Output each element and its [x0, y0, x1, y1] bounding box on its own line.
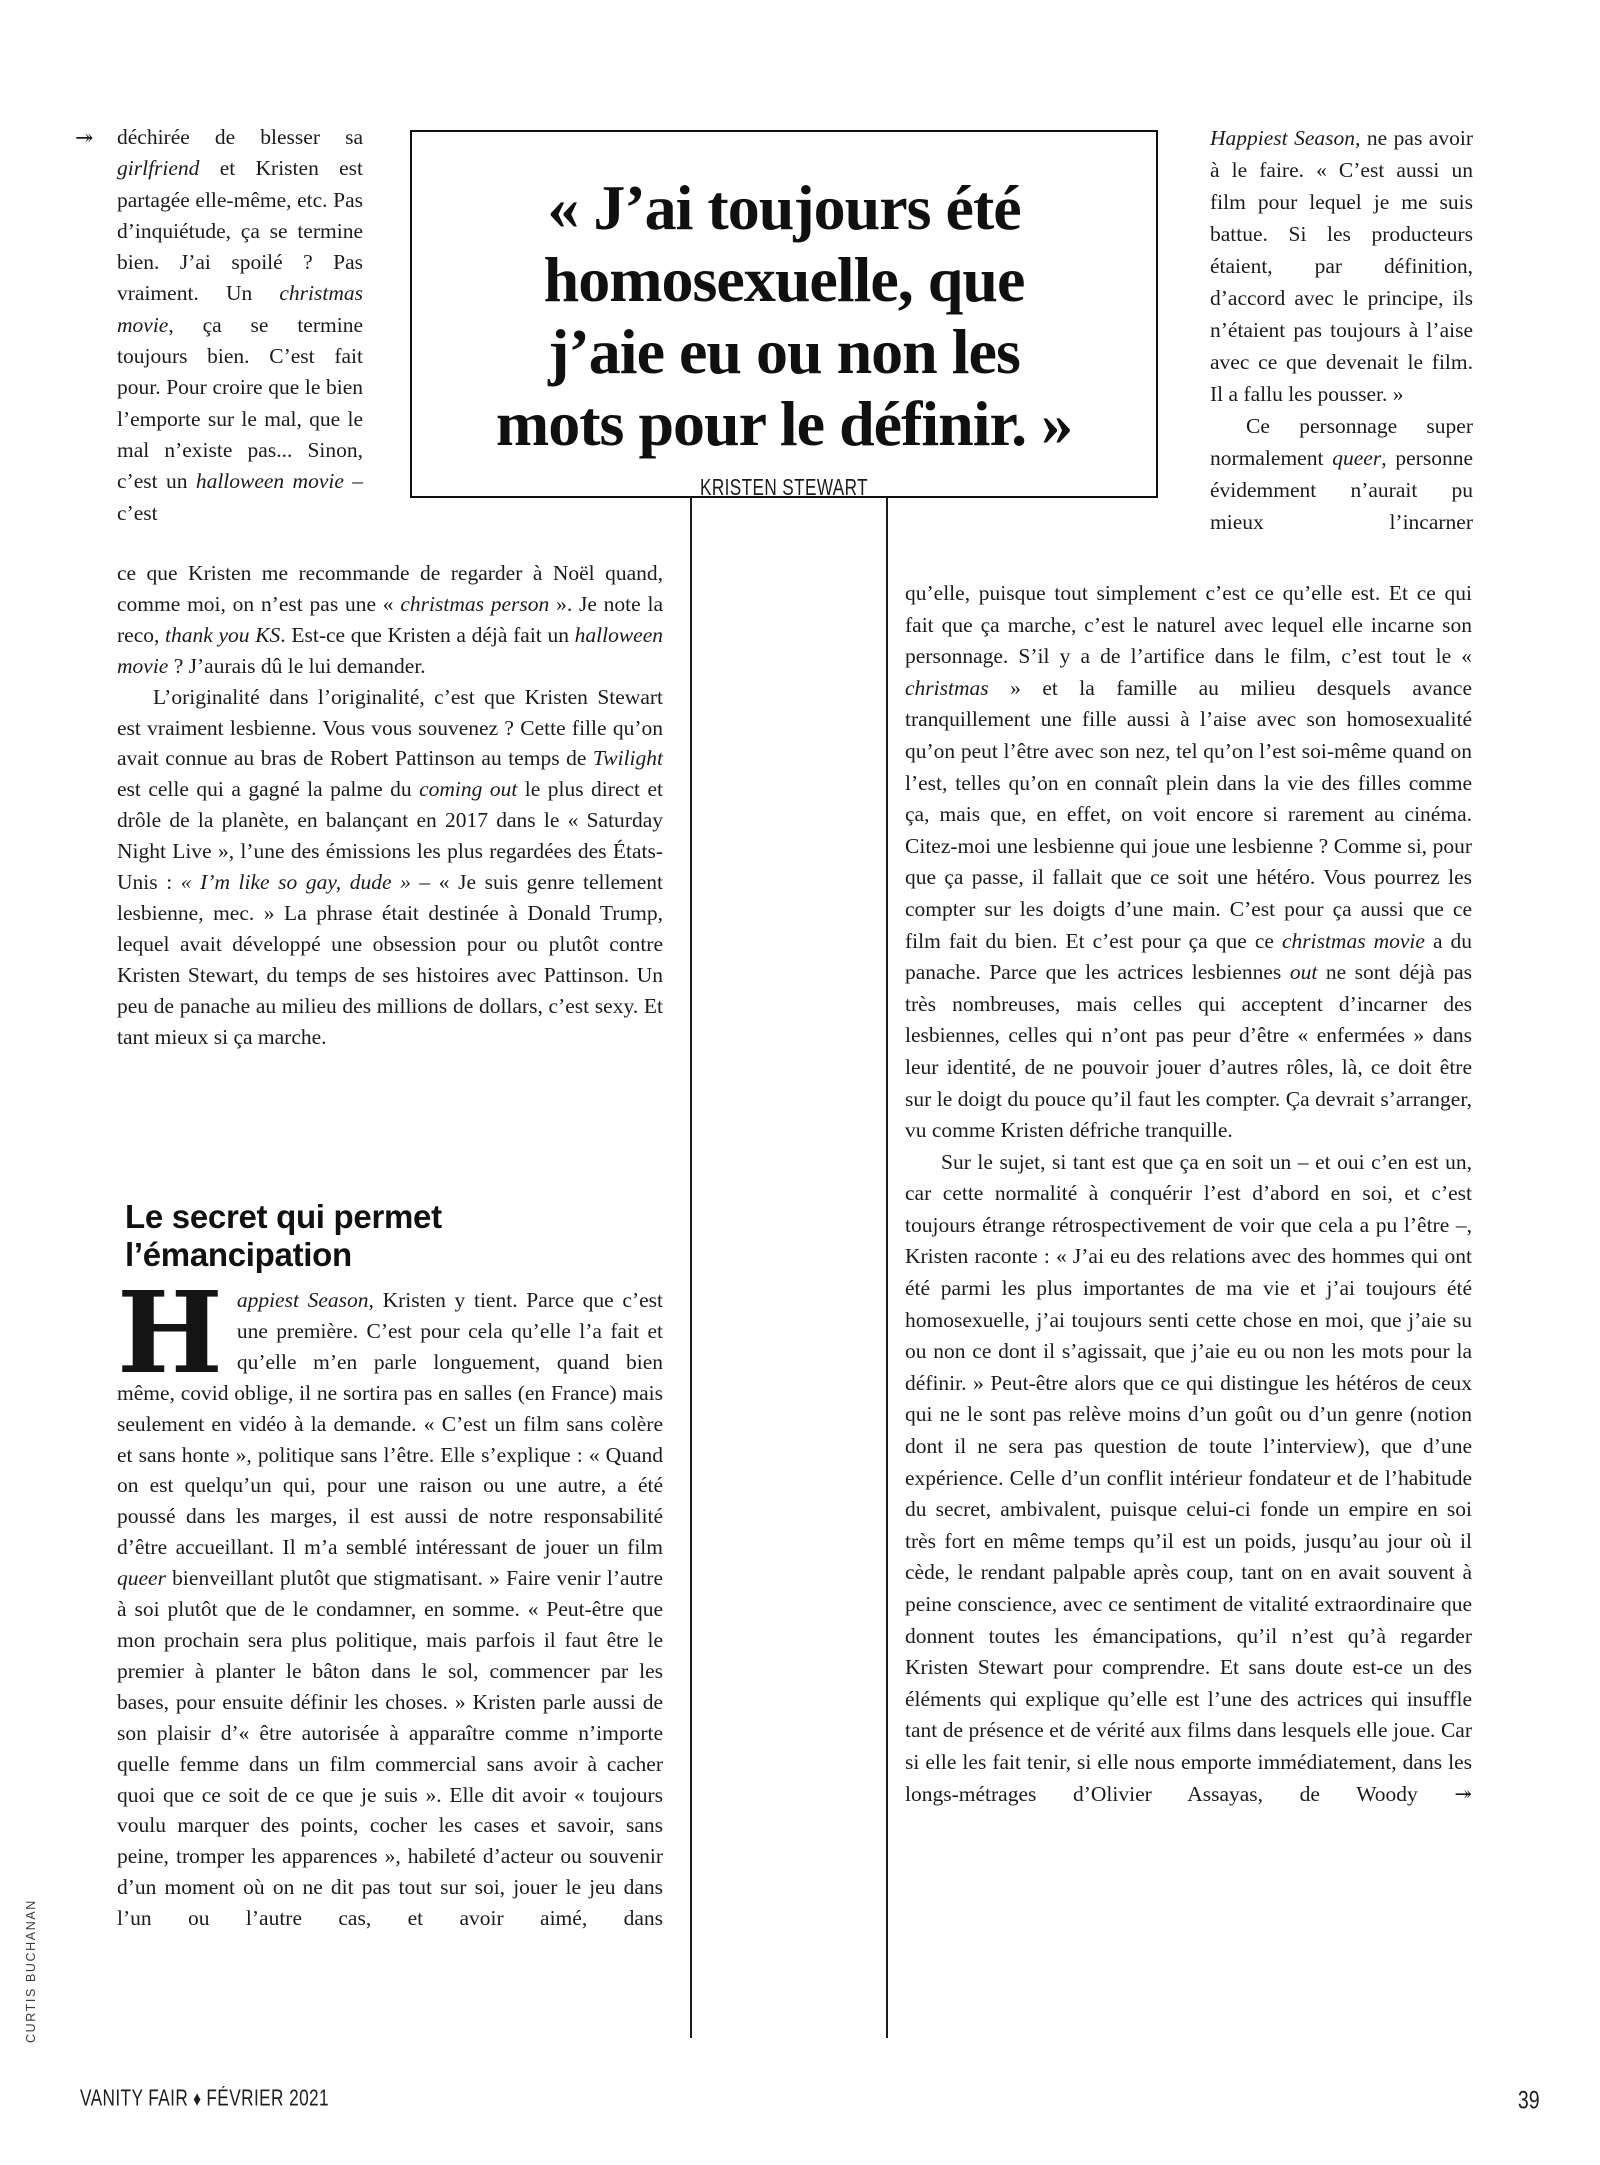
paragraph: [905, 1147, 1472, 1810]
paragraph-text: Sur le sujet, si tant est que ça en soit un – et oui c’en est un, car cette normalité à conquérir l’est d’abord en soi, et c’est toujours étrange rétrospectivement de voir que cela a pu l’être –, Kristen raconte : « J’ai eu des relations avec des hommes qui ont été parmi les plus importantes de ma vie et j’ai toujours été homosexuelle, j’ai toujours senti cette chose en moi, que j’aie su ou non ce dont il s’agissait, que j’aie eu ou non les mots pour la définir. » Peut-être alors que ce qui distingue les hétéros de ceux qui ne le sont pas relève moins d’un goût ou d’un genre (notion dont il ne sera pas question de toute l’interview), que d’une expérience. Celle d’un conflit intérieur fondateur et de l’habitude du secret, ambivalent, puisque celui-ci fonde un empire en soi très fort en même temps qu’il est un poids, jusqu’au jour où il cède, le rendant palpable après coup, tant on en avait souvent à peine conscience, avec ce sentiment de vitalité extraordinaire que donnent toutes les émancipations, qu’il n’est qu’à regarder Kristen Stewart pour comprendre. Et sans doute est-ce un des éléments qui explique qu’elle est l’une des actrices qui insuffle tant de présence et de vérité aux films dans lesquels elle joue. Car si elle les fait tenir, si elle nous emporte immédiatement, dans les longs-métrages d’Olivier Assayas, de Woody: [905, 1149, 1472, 1806]
paragraph-text: appiest Season, Kristen y tient. Parce que c’est une première. C’est pour cela qu’elle l’a fait et qu’elle m’en parle longuement, quand bien même, covid oblige, il ne sortira pas en salles (en France) mais seulement en vidéo à la demande. « C’est un film sans colère et sans honte », politique sans l’être. Elle s’explique : « Quand on est quelqu’un qui, pour une raison ou une autre, a été poussé dans les marges, il est aussi de notre responsabilité d’être accueillant. Il m’a semblé intéressant de jouer un film queer bienveillant plutôt que stigmatisant. » Faire venir l’autre à soi plutôt que de le condamner, en somme. « Peut-être que mon prochain sera plus politique, mais parfois il faut être le premier à planter le bâton dans le sol, commencer par les bases, pour ensuite définir les choses. » Kristen parle aussi de son plaisir d’« être autorisée à apparaître comme n’importe quelle femme dans un film commercial sans avoir à cacher quoi que ce soit de ce que je suis ». Elle dit avoir « toujours voulu marquer des points, cocher les cases et savoir, sans peine, tromper les apparences », habileté d’acteur ou souvenir d’un moment où on ne dit pas tout sur soi, jouer le jeu dans l’un ou l’autre cas, et avoir aimé, dans: [117, 1288, 663, 1931]
footer: [80, 2086, 1540, 2116]
section-heading: Le secret qui permet l’émancipation: [125, 1198, 442, 1273]
continuation-from-arrow-icon: ↠: [75, 125, 92, 150]
page-number: 39: [1518, 2086, 1540, 2115]
pull-quote-attribution: KRISTEN STEWART: [700, 474, 868, 501]
pull-quote-text: « J’ai toujours été homosexuelle, que j’aie eu ou non les mots pour le définir. »: [495, 172, 1073, 459]
continuation-to-arrow-icon: ↠: [1454, 1781, 1472, 1806]
column-right-narrow: [1210, 122, 1473, 538]
column-left-upper: [117, 558, 663, 1053]
column-left-lower: [117, 1268, 663, 1934]
diamond-icon: ♦: [193, 2088, 202, 2111]
footer-brand: VANITY FAIR: [80, 2086, 189, 2111]
paragraph: [75, 122, 363, 529]
footer-issue: FÉVRIER 2021: [206, 2086, 330, 2111]
column-rule-left: [690, 498, 692, 2038]
column-rule-right: [886, 498, 888, 2038]
footer-folio: [80, 2086, 329, 2112]
paragraph: Happiest Season, ne pas avoir à le faire. « C’est aussi un film pour lequel je me suis battue. Si les producteurs étaient, par définition, d’accord avec le principe, ils n’étaient pas toujours à l’aise avec ce que devenait le film. Il a fallu les pousser. »: [1210, 126, 1473, 406]
paragraph: Ce personnage super normalement queer, personne évidemment n’aurait pu mieux l’incarner: [1210, 414, 1473, 534]
paragraph: [117, 1268, 663, 1934]
paragraph: L’originalité dans l’originalité, c’est que Kristen Stewart est vraiment lesbienne. Vous vous souvenez ? Cette fille qu’on avait connue au bras de Robert Pattinson au temps de Twilight est celle qui a gagné la palme du coming out le plus direct et drôle de la planète, en balançant en 2017 dans le « Saturday Night Live », l’une des émissions les plus regardées des États-Unis : « I’m like so gay, dude » – « Je suis genre tellement lesbienne, mec. » La phrase était destinée à Donald Trump, lequel avait développé une obsession pour ou plutôt contre Kristen Stewart, du temps de ses histoires avec Pattinson. Un peu de panache au milieu des millions de dollars, c’est sexy. Et tant mieux si ça marche.: [117, 684, 663, 1049]
pull-quote-box: [410, 130, 1158, 501]
column-left-narrow: [75, 122, 363, 529]
column-right: [905, 578, 1472, 1810]
paragraph-text: déchirée de blesser sa girlfriend et Kristen est partagée elle-même, etc. Pas d’inquiétude, ça se termine bien. J’ai spoilé ? Pas vraiment. Un christmas movie, ça se termine toujours bien. C’est fait pour. Pour croire que le bien l’emporte sur le mal, que le mal n’existe pas... Sinon, c’est un halloween movie – c’est: [117, 125, 363, 525]
paragraph: qu’elle, puisque tout simplement c’est ce qu’elle est. Et ce qui fait que ça marche, c’est le naturel avec lequel elle incarne son personnage. S’il y a de l’artifice dans le film, c’est tout le « christmas » et la famille au milieu desquels avance tranquillement une fille aussi à l’aise avec son homosexualité qu’on peut l’être avec son nez, tel qu’on l’est soi-même quand on l’est, telles qu’on en connaît plein dans la vie des filles comme ça, mais que, en effet, on voit encore si rarement au cinéma. Citez-moi une lesbienne qui joue une lesbienne ? Comme si, pour que ça passe, il fallait que ce soit une hétéro. Vous pourrez les compter sur les doigts d’une main. C’est pour ça aussi que ce film fait du bien. Et c’est pour ça que ce christmas movie a du panache. Parce que les actrices lesbiennes out ne sont déjà pas très nombreuses, mais celles qui acceptent d’incarner des lesbiennes, celles qui n’ont pas peur d’être « enfermées » dans leur identité, de ne pouvoir jouer d’autres rôles, là, ce doit être sur le doigt du pouce qu’il faut les compter. Ça devrait s’arranger, vu comme Kristen défriche tranquille.: [905, 581, 1473, 1143]
photo-credit: CURTIS BUCHANAN: [24, 1899, 38, 2043]
drop-cap: H: [117, 1268, 223, 1399]
paragraph: ce que Kristen me recommande de regarder à Noël quand, comme moi, on n’est pas une « christmas person ». Je note la reco, thank you KS. Est-ce que Kristen a déjà fait un halloween movie ? J’aurais dû le lui demander.: [117, 561, 663, 678]
